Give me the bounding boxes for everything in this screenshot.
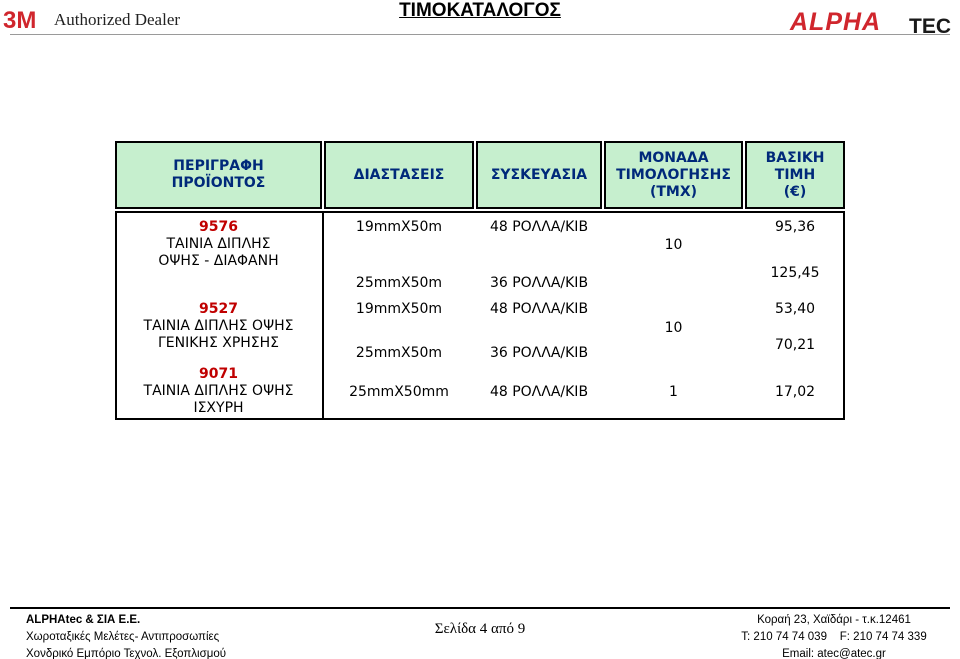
header-packaging: ΣΥΣΚΕΥΑΣΙΑ [476, 141, 602, 209]
alphatec-logo [788, 8, 960, 36]
header-rule [10, 34, 950, 35]
authorized-dealer-text: Authorized Dealer [54, 10, 181, 29]
footer-rule [10, 607, 950, 609]
svg-text:TEC: TEC [909, 15, 951, 36]
unit-cell: 10 [664, 320, 683, 336]
header-description: ΠΕΡΙΓΡΑΦΗ ΠΡΟΪΟΝΤΟΣ [115, 141, 322, 209]
product-description: 9527 ΤΑΙΝΙΑ ΔΙΠΛΗΣ ΟΨΗΣ ΓΕΝΙΚΗΣ ΧΡΗΣΗΣ [115, 301, 322, 352]
packaging-cell: 48 ΡΟΛΛΑ/ΚΙΒ [489, 384, 589, 400]
product-code: 9071 [199, 366, 238, 382]
dimension-cell: 19mmX50m [355, 219, 443, 235]
packaging-cell: 36 ΡΟΛΛΑ/ΚΙΒ [489, 275, 589, 291]
header-unit: ΜΟΝΑΔΑ ΤΙΜΟΛΟΓΗΣΗΣ (ΤΜΧ) [604, 141, 743, 209]
packaging-cell: 36 ΡΟΛΛΑ/ΚΙΒ [489, 345, 589, 361]
dimension-cell: 25mmX50m [355, 345, 443, 361]
product-description: 9576 ΤΑΙΝΙΑ ΔΙΠΛΗΣ ΟΨΗΣ - ΔΙΑΦΑΝΗ [115, 219, 322, 270]
product-code: 9576 [199, 219, 238, 235]
page-header [0, 0, 960, 38]
footer-contact: Κοραή 23, Χαϊδάρι - τ.κ.12461 Τ: 210 74 74 039 F: 210 74 74 339 Email: atec@atec.gr [741, 614, 927, 659]
product-description: 9071 ΤΑΙΝΙΑ ΔΙΠΛΗΣ ΟΨΗΣ ΙΣΧΥΡΗ [115, 366, 322, 417]
price-cell: 70,21 [774, 337, 816, 353]
price-table [115, 141, 845, 420]
header-price: ΒΑΣΙΚΗ ΤΙΜΗ (€) [745, 141, 845, 209]
packaging-cell: 48 ΡΟΛΛΑ/ΚΙΒ [489, 301, 589, 317]
price-cell: 53,40 [774, 301, 816, 317]
price-cell: 95,36 [774, 219, 816, 235]
product-code: 9527 [199, 301, 238, 317]
price-cell: 17,02 [774, 384, 816, 400]
dimension-cell: 25mmX50m [355, 275, 443, 291]
page-title: ΤΙΜΟΚΑΤΑΛΟΓΟΣ [399, 0, 561, 21]
dimension-cell: 25mmX50mm [349, 384, 449, 400]
footer-company: ALPHAtec & ΣΙΑ Ε.Ε. Χωροταξικές Μελέτες- Αντιπροσωπίες Χονδρικό Εμπόριο Τεχνολ. Εξοπλισμού [26, 614, 227, 659]
unit-cell: 10 [664, 237, 683, 253]
packaging-cell: 48 ΡΟΛΛΑ/ΚΙΒ [489, 219, 589, 235]
price-cell: 125,45 [770, 265, 820, 281]
unit-cell: 1 [669, 384, 678, 400]
header-dimensions: ΔΙΑΣΤΑΣΕΙΣ [324, 141, 474, 209]
dimension-cell: 19mmX50m [355, 301, 443, 317]
svg-text:3M: 3M [3, 7, 37, 32]
page-number: Σελίδα 4 από 9 [434, 621, 526, 637]
svg-text:ALPHA: ALPHA [790, 8, 882, 36]
